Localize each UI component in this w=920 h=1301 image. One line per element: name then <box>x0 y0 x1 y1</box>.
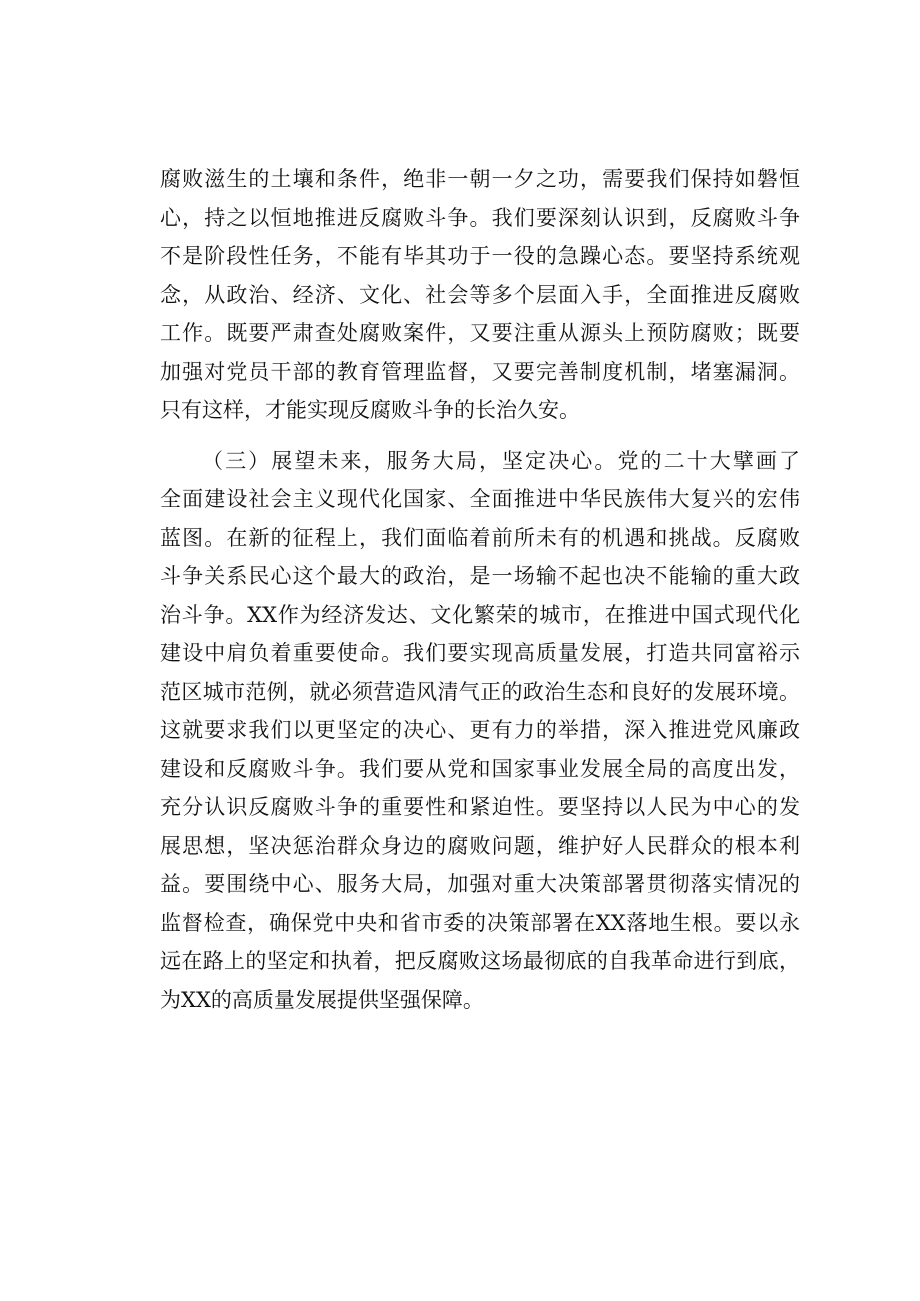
text-line: （三）展望未来，服务大局，坚定决心。党的二十大擘画了 <box>202 448 800 473</box>
text-line: 范区城市范例，就必须营造风清气正的政治生态和良好的发展环境。 <box>160 679 800 704</box>
text-line: 为XX的高质量发展提供坚强保障。 <box>160 987 484 1012</box>
text-line: 念，从政治、经济、文化、社会等多个层面入手，全面推进反腐败 <box>160 282 800 307</box>
text-line: 这就要求我们以更坚定的决心、更有力的举措，深入推进党风廉政 <box>160 718 800 742</box>
text-line: 监督检查，确保党中央和省市委的决策部署在XX落地生根。要以永 <box>160 910 800 935</box>
text-line: 建设中肩负着重要使命。我们要实现高质量发展，打造共同富裕示 <box>160 641 800 665</box>
document-body <box>160 160 800 1019</box>
text-line: 工作。既要严肃查处腐败案件，又要注重从源头上预防腐败；既要 <box>160 321 800 345</box>
text-line: 全面建设社会主义现代化国家、全面推进中华民族伟大复兴的宏伟 <box>160 487 800 511</box>
text-line: 远在路上的坚定和执着，把反腐败这场最彻底的自我革命进行到底， <box>160 949 800 973</box>
paragraph-section-three <box>160 442 800 1020</box>
text-line: 充分认识反腐败斗争的重要性和紧迫性。要坚持以人民为中心的发 <box>160 795 800 819</box>
text-line: 益。要围绕中心、服务大局，加强对重大决策部署贯彻落实情况的 <box>160 872 800 896</box>
text-line: 心，持之以恒地推进反腐败斗争。我们要深刻认识到，反腐败斗争 <box>160 205 800 230</box>
text-line: 腐败滋生的土壤和条件，绝非一朝一夕之功，需要我们保持如磐恒 <box>160 167 800 191</box>
text-line: 蓝图。在新的征程上，我们面临着前所未有的机遇和挑战。反腐败 <box>160 525 800 550</box>
paragraph-continuation <box>160 160 800 430</box>
text-line: 建设和反腐败斗争。我们要从党和国家事业发展全局的高度出发， <box>160 756 800 781</box>
text-line: 治斗争。XX作为经济发达、文化繁荣的城市，在推进中国式现代化 <box>160 602 800 627</box>
text-line: 不是阶段性任务，不能有毕其功于一役的急躁心态。要坚持系统观 <box>160 244 800 268</box>
text-line: 只有这样，才能实现反腐败斗争的长治久安。 <box>160 398 580 422</box>
text-line: 展思想，坚决惩治群众身边的腐败问题，维护好人民群众的根本利 <box>160 833 800 858</box>
text-line: 斗争关系民心这个最大的政治，是一场输不起也决不能输的重大政 <box>160 564 800 588</box>
text-line: 加强对党员干部的教育管理监督，又要完善制度机制，堵塞漏洞。 <box>160 359 800 384</box>
